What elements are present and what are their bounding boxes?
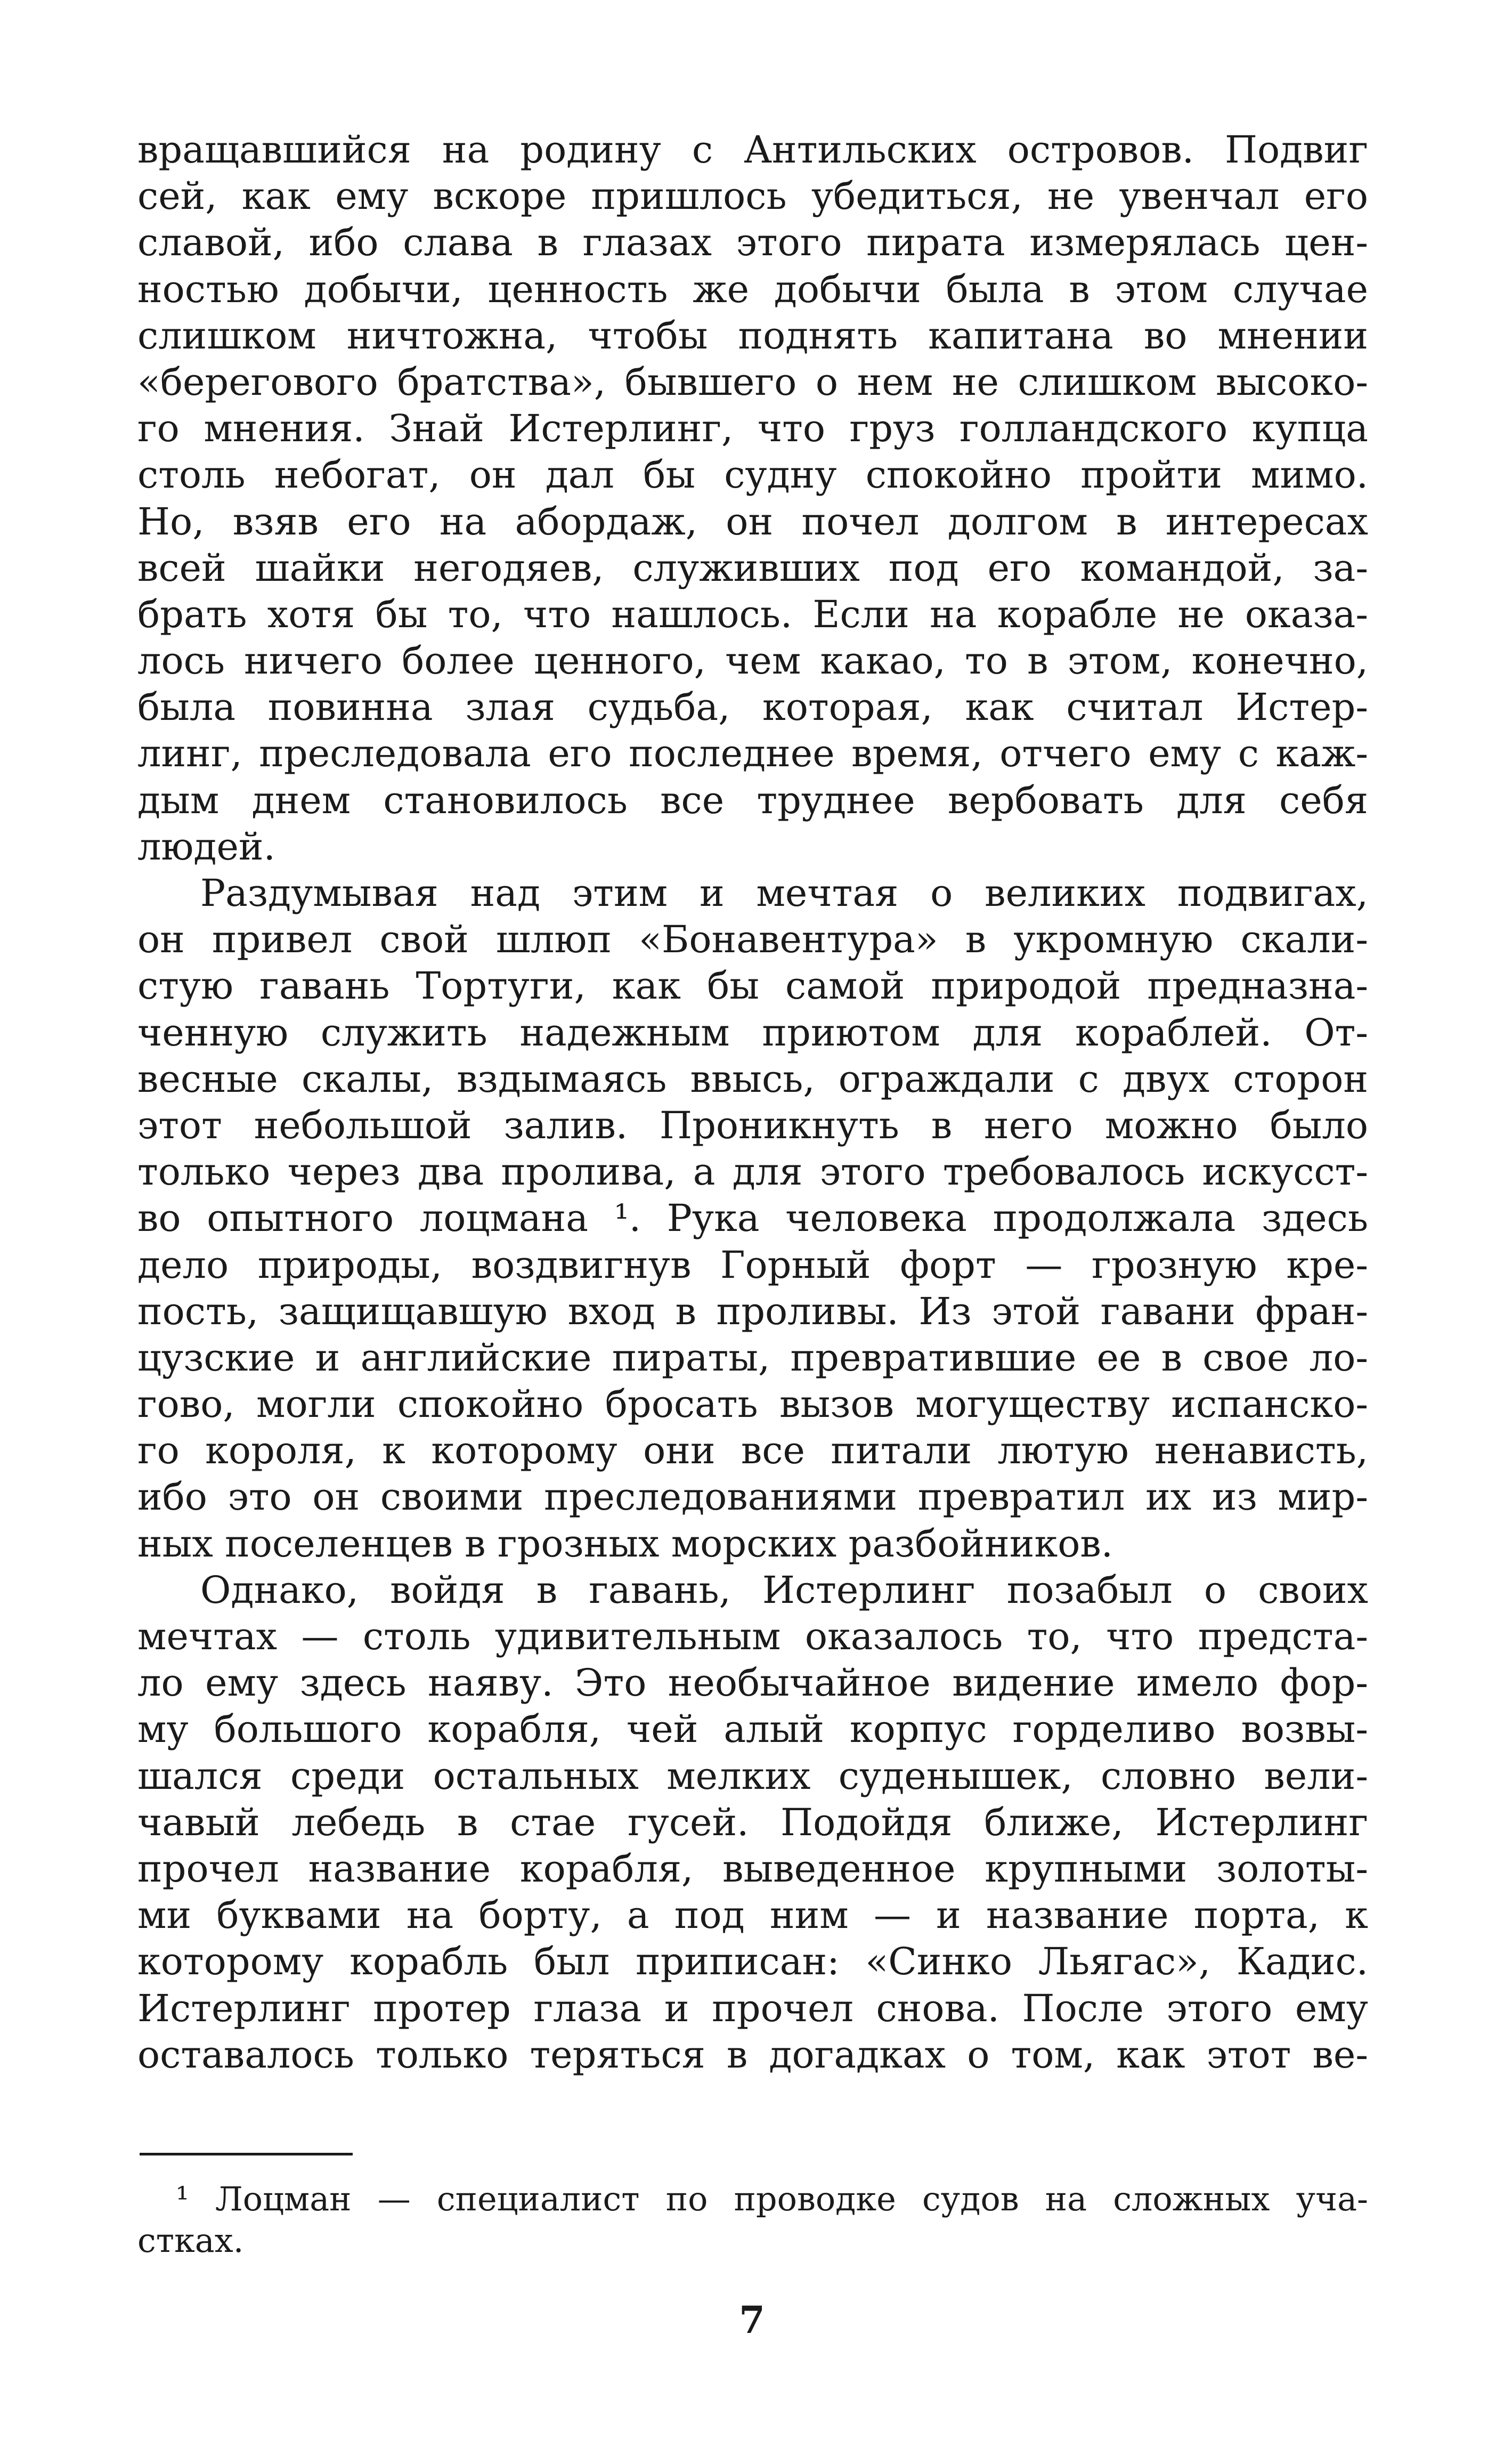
text-line: мечтах — столь удивительным оказалось то, что предста-	[137, 1615, 1368, 1658]
text-line: дым днем становилось все труднее вербовать для себя	[137, 778, 1368, 822]
text-line: ми буквами на борту, а под ним — и название порта, к	[137, 1893, 1368, 1938]
footnote-divider	[140, 2153, 353, 2155]
text-line: была повинна злая судьба, которая, как считал Истер-	[137, 685, 1368, 730]
text-line: гово, могли спокойно бросать вызов могуществу испанско-	[137, 1382, 1368, 1426]
text-line: линг, преследовала его последнее время, отчего ему с каж-	[137, 732, 1368, 776]
text-line: пость, защищавшую вход в проливы. Из этой гавани фран-	[137, 1289, 1368, 1333]
text-line: весные скалы, вздымаясь ввысь, ограждали с двух сторон	[137, 1057, 1368, 1101]
text-line: Раздумывая над этим и мечтая о великих подвигах,	[200, 871, 1368, 915]
text-line: «берегового братства», бывшего о нем не слишком высоко-	[137, 360, 1368, 404]
text-line: ностью добычи, ценность же добычи была в этом случае	[137, 267, 1368, 311]
text-line: только через два пролива, а для этого требовалось искусст-	[137, 1150, 1368, 1194]
text-line: оставалось только теряться в догадках о том, как этот ве-	[137, 2032, 1368, 2077]
text-line: ных поселенцев в грозных морских разбойников.	[137, 1521, 1113, 1566]
text-line: цузские и английские пираты, превратившие ее в свое ло-	[137, 1335, 1368, 1380]
text-line: столь небогат, он дал бы судну спокойно пройти мимо.	[137, 453, 1368, 497]
text-line: го короля, к которому они все питали лютую ненависть,	[137, 1429, 1368, 1473]
text-line: славой, ибо слава в глазах этого пирата измерялась цен-	[137, 221, 1368, 265]
main-text	[137, 127, 1368, 2078]
text-line: вращавшийся на родину с Антильских островов. Подвиг	[137, 128, 1368, 172]
footnote-line: стках.	[137, 2221, 244, 2260]
text-line: ченную служить надежным приютом для кораблей. От-	[137, 1010, 1368, 1055]
text-line: дело природы, воздвигнув Горный форт — грозную кре-	[137, 1243, 1368, 1287]
text-line: во опытного лоцмана ¹. Рука человека продолжала здесь	[137, 1196, 1368, 1241]
text-line: прочел название корабля, выведенное крупными золоты-	[137, 1846, 1368, 1891]
text-line: Но, взяв его на абордаж, он почел долгом в интересах	[137, 499, 1368, 544]
text-line: лось ничего более ценного, чем какао, то в этом, конечно,	[137, 639, 1368, 683]
page-number: 7	[739, 2298, 765, 2342]
text-line: шался среди остальных мелких суденышек, словно вели-	[137, 1754, 1368, 1798]
text-line: сей, как ему вскоре пришлось убедиться, не увенчал его	[137, 174, 1368, 218]
text-line: ло ему здесь наяву. Это необычайное видение имело фор-	[137, 1661, 1368, 1705]
text-line: му большого корабля, чей алый корпус горделиво возвы-	[137, 1707, 1368, 1752]
text-line: он привел свой шлюп «Бонавентура» в укромную скали-	[137, 918, 1368, 962]
text-line: всей шайки негодяев, служивших под его командой, за-	[137, 546, 1368, 590]
text-line: слишком ничтожна, чтобы поднять капитана во мнении	[137, 313, 1368, 358]
text-line: чавый лебедь в стае гусей. Подойдя ближе, Истерлинг	[137, 1800, 1368, 1844]
text-line: Истерлинг протер глаза и прочел снова. После этого ему	[137, 1986, 1368, 2030]
text-line: людей.	[137, 824, 275, 869]
text-line: которому корабль был приписан: «Синко Льягас», Кадис.	[137, 1940, 1368, 1984]
footnote	[137, 2178, 1368, 2262]
text-line: ибо это он своими преследованиями превратил их из мир-	[137, 1475, 1368, 1519]
text-line: го мнения. Знай Истерлинг, что груз голландского купца	[137, 407, 1368, 451]
text-line: брать хотя бы то, что нашлось. Если на корабле не оказа-	[137, 592, 1368, 636]
text-line: Однако, войдя в гавань, Истерлинг позабыл о своих	[200, 1568, 1368, 1612]
text-line: этот небольшой залив. Проникнуть в него можно было	[137, 1103, 1368, 1147]
footnote-line: ¹ Лоцман — специалист по проводке судов на сложных уча-	[176, 2179, 1368, 2218]
text-line: стую гавань Тортуги, как бы самой природой предназна-	[137, 964, 1368, 1008]
